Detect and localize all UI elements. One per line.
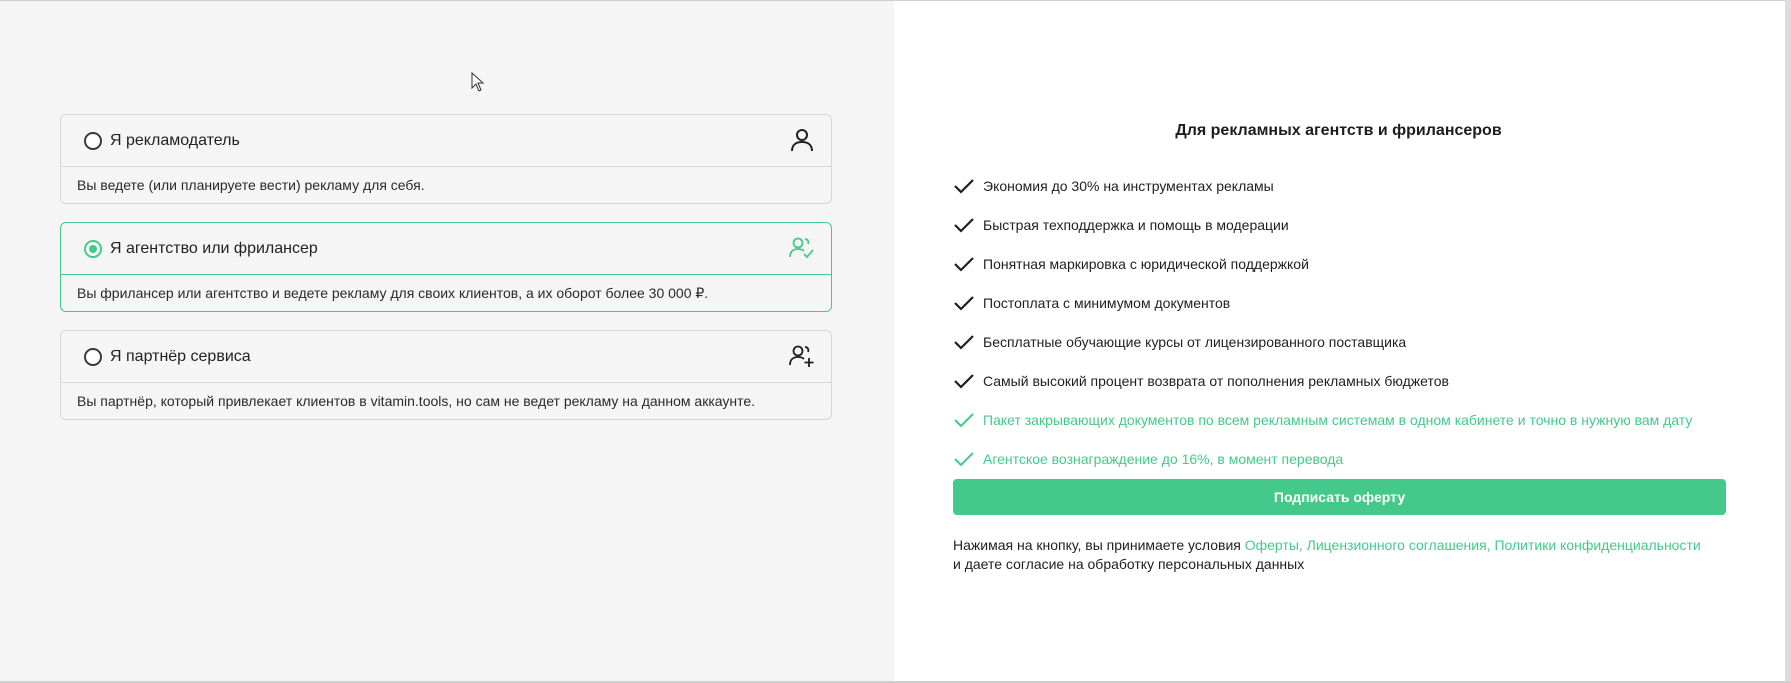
benefit-item [953, 166, 1692, 205]
offer-link[interactable]: Оферты, [1244, 537, 1303, 553]
option-agency-header[interactable] [61, 223, 831, 275]
option-advertiser-description: Вы ведете (или планируете вести) рекламу для себя. [77, 177, 425, 193]
check-icon [953, 255, 975, 273]
radio-partner[interactable] [84, 348, 102, 366]
option-partner-title: Я партнёр сервиса [110, 347, 251, 365]
check-icon [953, 333, 975, 351]
benefit-text: Экономия до 30% на инструментах рекламы [983, 177, 1274, 194]
benefit-item [953, 244, 1692, 283]
benefit-text: Самый высокий процент возврата от пополнения рекламных бюджетов [983, 372, 1449, 389]
privacy-policy-link[interactable]: Политики конфиденциальности [1494, 537, 1701, 553]
benefit-item [953, 283, 1692, 322]
check-icon [953, 411, 975, 429]
benefits-title: Для рекламных агентств и фрилансеров [1175, 122, 1502, 139]
benefit-text: Бесплатные обучающие курсы от лицензированного поставщика [983, 333, 1407, 350]
option-advertiser-title: Я рекламодатель [110, 131, 240, 149]
option-advertiser[interactable] [60, 114, 832, 204]
mouse-cursor-icon [471, 72, 485, 92]
benefit-text: Постоплата с минимумом документов [983, 294, 1231, 311]
sign-offer-button[interactable]: Подписать оферту [953, 479, 1726, 515]
user-icon [789, 127, 815, 153]
option-advertiser-header[interactable] [61, 115, 831, 167]
option-partner-description: Вы партнёр, который привлекает клиентов в vitamin.tools, но сам не ведет рекламу на данном аккаунте. [77, 393, 756, 409]
check-icon [953, 294, 975, 312]
legal-prefix: Нажимая на кнопку, вы принимаете условия [953, 537, 1245, 553]
users-check-icon [789, 235, 815, 261]
check-icon [953, 216, 975, 234]
option-partner[interactable] [60, 330, 832, 420]
option-agency-title: Я агентство или фрилансер [110, 239, 318, 257]
radio-agency[interactable] [84, 240, 102, 258]
option-agency-description: Вы фрилансер или агентство и ведете рекламу для своих клиентов, а их оборот более 30 000 ₽. [77, 284, 709, 301]
benefit-item-highlighted [953, 439, 1692, 478]
legal-suffix: и даете согласие на обработку персональных данных [953, 556, 1305, 572]
check-icon [953, 372, 975, 390]
account-type-panel [0, 0, 894, 683]
user-plus-icon [789, 343, 815, 369]
benefit-text: Быстрая техподдержка и помощь в модерации [983, 216, 1289, 233]
radio-advertiser[interactable] [84, 132, 102, 150]
legal-notice [953, 536, 1753, 574]
benefit-item [953, 361, 1692, 400]
check-icon [953, 177, 975, 195]
benefit-text: Понятная маркировка с юридической поддержкой [983, 255, 1309, 272]
check-icon [953, 450, 975, 468]
benefit-item [953, 205, 1692, 244]
benefit-item [953, 322, 1692, 361]
option-partner-header[interactable] [61, 331, 831, 383]
benefits-list [953, 166, 1692, 478]
license-agreement-link[interactable]: Лицензионного соглашения, [1306, 537, 1491, 553]
benefit-text: Пакет закрывающих документов по всем рекламным системам в одном кабинете и точно в нужную вам дату [983, 411, 1693, 428]
benefit-item-highlighted [953, 400, 1692, 439]
benefit-text: Агентское вознаграждение до 16%, в момент перевода [983, 450, 1344, 467]
scrollbar-track[interactable] [1785, 0, 1791, 683]
option-agency[interactable] [60, 222, 832, 312]
